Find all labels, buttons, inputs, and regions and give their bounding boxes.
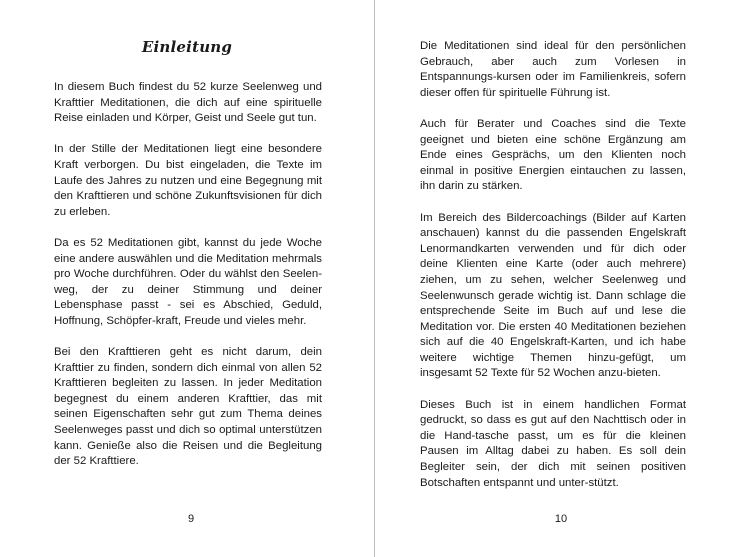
paragraph: Im Bereich des Bildercoachings (Bilder auf Karten anschauen) kannst du die passenden Engelskraft Lenormandkarten verwenden und für dich oder deine Klienten eine Karte (oder auch mehrere) ziehen, um zu sehen, welcher Seelenweg und Seelenwunsch gerade wichtig ist. Dann schlage die entsprechende Seite im Buch auf und lese die Meditation vor. Die ersten 40 Meditationen beziehen sich auf die 40 Engelskraft-Karten, und ich habe weitere wichtige Themen hinzu-gefügt, um insgesamt 52 Texte für 52 Wochen anzu-bieten. — [420, 211, 686, 380]
paragraph: Auch für Berater und Coaches sind die Texte geeignet und bieten eine schöne Ergänzung am Ende eines Gesprächs, um den Klienten noch einmal in positive Energien eintauchen zu lassen, ihn darin zu stärken. — [420, 117, 686, 193]
paragraph: In diesem Buch findest du 52 kurze Seelenweg und Krafttier Meditationen, die dich auf eine spirituelle Reise einladen und Körper, Geist und Seele gut tun. — [54, 81, 322, 125]
paragraph: Dieses Buch ist in einem handlichen Format gedruckt, so dass es gut auf den Nachttisch oder in die Hand-tasche passt, um es für die kleinen Pausen im Alltag dabei zu haben. Es soll dein Begleiter sein, der dich mit seinen positiven Botschaften entspannt und unter-stützt. — [420, 398, 686, 489]
chapter-title: Einleitung — [141, 38, 233, 56]
paragraph: Bei den Krafttieren geht es nicht darum, dein Krafttier zu finden, sondern dich einmal von allen 52 Krafttieren begleiten zu lassen. In jeder Meditation begegnest du einem anderen Krafttier, das mit seinen Eigenschaften sehr gut zum Thema deines Seelenweges passt und dich so optimal unterstützen kann. Genieße also die Reisen und die Begleitung der 52 Krafttiere. — [54, 346, 322, 468]
right-page-body — [420, 39, 686, 507]
paragraph: In der Stille der Meditationen liegt eine besondere Kraft verborgen. Du bist eingeladen, die Texte im Laufe des Jahres zu nutzen und eine Begegnung mit den Krafttieren und schöne Zukunftsvisionen für dich zu erleben. — [54, 143, 322, 218]
paragraph: Die Meditationen sind ideal für den persönlichen Gebrauch, aber auch zum Vorlesen in Entspannungs-kursen oder im Familienkreis, sofern dieser offen für spirituelle Führung ist. — [420, 40, 686, 99]
left-page-body — [54, 80, 322, 485]
page-number: 10 — [554, 513, 568, 525]
paragraph: Da es 52 Meditationen gibt, kannst du jede Woche eine andere auswählen und die Meditation mehrmals pro Woche durchführen. Oder du wählst den Seelen-weg, der zu deiner Stimmung und deiner Lebensphase passt - sei es Abschied, Geduld, Hoffnung, Schöpfer-kraft, Freude und vieles mehr. — [54, 236, 322, 327]
left-page — [0, 0, 374, 557]
page-number: 9 — [187, 513, 195, 525]
right-page — [375, 0, 750, 557]
